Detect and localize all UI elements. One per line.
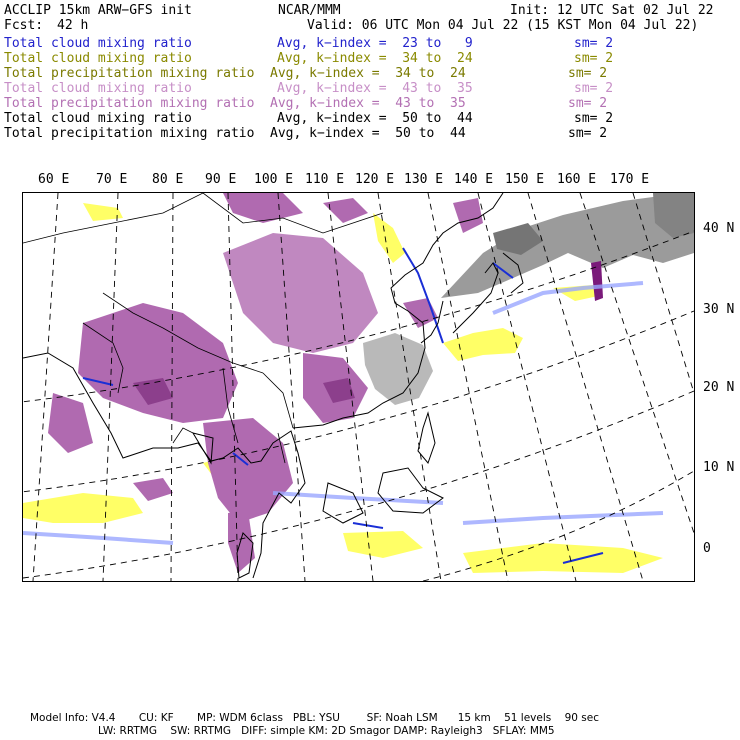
footer-physics-info: LW: RRTMG SW: RRTMG DIFF: simple KM: 2D Smagor DAMP: Rayleigh3 SFLAY: MM5 — [98, 725, 555, 737]
legend-avg: Avg, k−index = 43 to 35 — [277, 81, 473, 96]
legend-sm: sm= 2 — [568, 96, 608, 111]
legend-field: Total cloud mixing ratio — [4, 51, 192, 66]
fcst-label: Fcst: — [4, 18, 44, 33]
legend-field: Total precipitation mixing ratio — [4, 96, 255, 111]
legend-sm: sm= 2 — [574, 111, 614, 126]
lon-label: 150 E — [505, 172, 545, 187]
legend-sm: sm= 2 — [568, 66, 608, 81]
valid-time: Valid: 06 UTC Mon 04 Jul 22 (15 KST Mon 04 Jul 22) — [307, 18, 699, 33]
forecast-map — [22, 192, 695, 582]
lat-label: 10 N — [703, 460, 735, 475]
init-time: Init: 12 UTC Sat 02 Jul 22 — [510, 3, 714, 18]
lon-label: 110 E — [305, 172, 345, 187]
footer-model-info: Model Info: V4.4 CU: KF MP: WDM 6class PBL: YSU SF: Noah LSM 15 km 51 levels 90 sec — [30, 712, 599, 724]
legend-avg: Avg, k−index = 23 to 9 — [277, 36, 473, 51]
legend-field: Total precipitation mixing ratio — [4, 126, 255, 141]
center-name: NCAR/MMM — [278, 3, 341, 18]
map-canvas — [23, 193, 694, 581]
lon-label: 100 E — [254, 172, 294, 187]
lon-label: 80 E — [152, 172, 184, 187]
legend-avg: Avg, k−index = 50 to 44 — [270, 126, 466, 141]
lon-label: 90 E — [205, 172, 237, 187]
legend-avg: Avg, k−index = 43 to 35 — [270, 96, 466, 111]
lat-label: 40 N — [703, 221, 735, 236]
legend-avg: Avg, k−index = 34 to 24 — [277, 51, 473, 66]
fcst-value: 42 h — [57, 18, 89, 33]
lon-label: 170 E — [610, 172, 650, 187]
legend-sm: sm= 2 — [574, 81, 614, 96]
legend-sm: sm= 2 — [574, 51, 614, 66]
lat-label: 20 N — [703, 380, 735, 395]
legend-field: Total cloud mixing ratio — [4, 36, 192, 51]
model-title: ACCLIP 15km ARW−GFS init — [4, 3, 192, 18]
lat-label: 30 N — [703, 302, 735, 317]
legend-sm: sm= 2 — [568, 126, 608, 141]
legend-field: Total precipitation mixing ratio — [4, 66, 255, 81]
legend-avg: Avg, k−index = 34 to 24 — [270, 66, 466, 81]
lon-label: 130 E — [404, 172, 444, 187]
lon-label: 120 E — [355, 172, 395, 187]
legend-sm: sm= 2 — [574, 36, 614, 51]
lon-label: 160 E — [557, 172, 597, 187]
legend-field: Total cloud mixing ratio — [4, 111, 192, 126]
lon-label: 70 E — [96, 172, 128, 187]
lon-label: 140 E — [454, 172, 494, 187]
legend-field: Total cloud mixing ratio — [4, 81, 192, 96]
lat-label: 0 — [703, 541, 711, 556]
legend-avg: Avg, k−index = 50 to 44 — [277, 111, 473, 126]
lon-label: 60 E — [38, 172, 70, 187]
